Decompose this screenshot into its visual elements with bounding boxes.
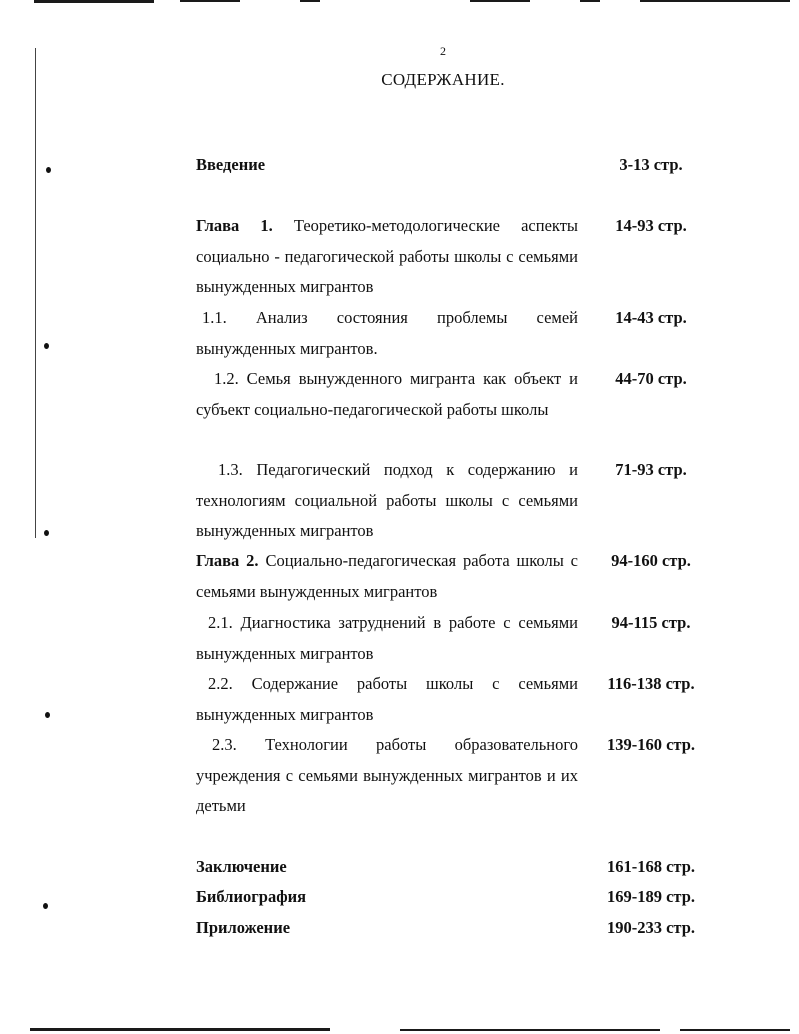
toc-entry-pages: 94-115 стр. (611, 613, 691, 632)
toc-entry-pages: 3-13 стр. (619, 155, 683, 174)
binding-hole-mark (44, 530, 49, 536)
toc-entry-label: Введение (196, 155, 266, 174)
scan-border-bottom (680, 1029, 790, 1031)
toc-entry-text: 2.2. Содержание работы школы с семьями вынужденных мигрантов (196, 674, 578, 724)
binding-hole-mark (44, 343, 49, 349)
chapter-prefix: Глава 2. (196, 551, 259, 570)
scan-border-top (180, 0, 240, 2)
chapter-prefix: Глава 1. (196, 216, 273, 235)
toc-entry-text: 1.3. Педагогический подход к содержанию и технологиям социальной работы школы с семьями вынужденных мигрантов (196, 460, 578, 540)
toc-entry-pages: 71-93 стр. (615, 460, 687, 479)
chapter-title: Теоретико-методологические аспекты социально - педагогической работы школы с семьями вынужденных мигрантов (196, 216, 578, 296)
toc-entry-text (196, 546, 578, 607)
scan-border-top (580, 0, 600, 2)
binding-hole-mark (43, 903, 48, 909)
binding-hole-mark (45, 712, 50, 718)
scan-border-bottom (30, 1028, 330, 1031)
toc-entry-pages: 44-70 стр. (615, 369, 687, 388)
toc-entry-text: 1.1. Анализ состояния проблемы семей вынужденных мигрантов. (196, 308, 578, 358)
toc-entry-pages: 14-93 стр. (615, 216, 687, 235)
page-title: СОДЕРЖАНИЕ. (381, 70, 505, 89)
scan-border-top (640, 0, 790, 2)
scan-border-bottom (400, 1029, 660, 1031)
toc-entry-pages: 169-189 стр. (606, 887, 696, 906)
binding-hole-mark (46, 167, 51, 173)
scan-border-top (300, 0, 320, 2)
toc-entry-pages: 116-138 стр. (607, 674, 695, 693)
toc-entry-label: Библиография (196, 887, 307, 906)
toc-entry-pages: 190-233 стр. (606, 918, 696, 937)
scan-border-top (34, 0, 154, 3)
toc-entry-pages: 139-160 стр. (606, 735, 696, 754)
toc-entry-text (196, 211, 578, 303)
scan-border-top (470, 0, 530, 2)
toc-entry-pages: 94-160 стр. (611, 551, 691, 570)
toc-entry-text: 2.3. Технологии работы образовательного учреждения с семьями вынужденных мигрантов и их детьми (196, 735, 578, 815)
toc-entry-pages: 161-168 стр. (606, 857, 696, 876)
chapter-title: Социально-педагогическая работа школы с семьями вынужденных мигрантов (196, 551, 578, 601)
toc-entry-text: 2.1. Диагностика затруднений в работе с семьями вынужденных мигрантов (196, 613, 578, 663)
toc-entry-text: 1.2. Семья вынужденного мигранта как объект и субъект социально-педагогической работы школы (196, 369, 578, 419)
scan-border-left (35, 48, 36, 538)
toc-entry-pages: 14-43 стр. (615, 308, 687, 327)
page-number: 2 (440, 44, 446, 58)
toc-entry-label: Приложение (196, 918, 291, 937)
toc-entry-label: Заключение (196, 857, 287, 876)
